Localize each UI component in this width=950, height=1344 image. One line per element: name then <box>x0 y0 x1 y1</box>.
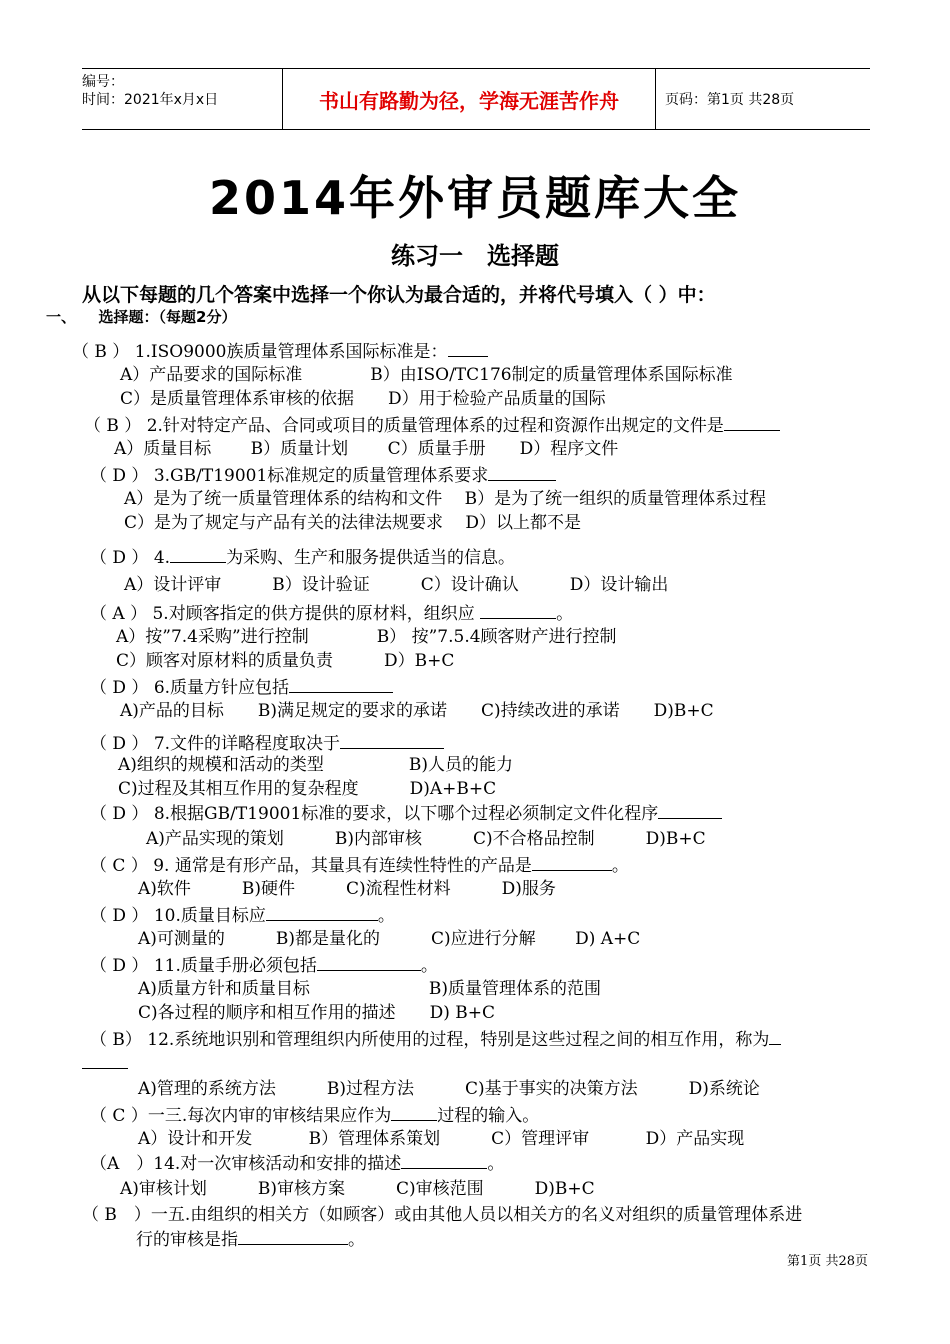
question-line <box>72 340 488 363</box>
question-line <box>138 978 601 1000</box>
answer-blank <box>82 1052 128 1069</box>
answer-blank <box>266 904 378 921</box>
question-text: C）顾客对原材料的质量负责 D）B+C <box>116 651 455 671</box>
question-line <box>124 574 668 596</box>
question-line <box>90 732 444 755</box>
answer-blank <box>401 1152 487 1169</box>
question-text: C）是质量管理体系审核的依据 D）用于检验产品质量的国际 <box>120 389 606 409</box>
question-text: A）是为了统一质量管理体系的结构和文件 B）是为了统一组织的质量管理体系过程 <box>124 489 767 509</box>
answer-blank <box>391 1104 437 1121</box>
question-text: （ B ） 2.针对特定产品、合同或项目的质量管理体系的过程和资源作出规定的文件是 <box>84 416 724 436</box>
header-motto: 书山有路勤为径，学海无涯苦作舟 <box>282 69 656 129</box>
answer-blank <box>317 954 421 971</box>
answer-blank <box>658 802 722 819</box>
question-text: （ D ） 8.根据GB/T19001标准的要求，以下哪个过程必须制定文件化程序 <box>90 804 659 824</box>
question-line <box>138 928 640 950</box>
question-text: （ D ） 6.质量方针应包括 <box>90 678 290 698</box>
question-text: A)可测量的 B)都是量化的 C)应进行分解 D) A+C <box>138 929 641 949</box>
question-text: A)质量方针和质量目标 B)质量管理体系的范围 <box>138 979 602 999</box>
question-text-tail: 。 <box>348 1230 365 1250</box>
question-text-tail: 为采购、生产和服务提供适当的信息。 <box>226 548 516 568</box>
question-text: C）是为了规定与产品有关的法律法规要求 D）以上都不是 <box>124 513 582 533</box>
document-subtitle: 练习一 选择题 <box>391 242 559 270</box>
question-line <box>138 1078 760 1100</box>
question-text: （ C ） 9. 通常是有形产品，其量具有连续性特性的产品是 <box>90 856 532 876</box>
question-line <box>82 1052 128 1075</box>
question-line <box>120 700 714 722</box>
question-text: A）设计评审 B）设计验证 C）设计确认 D）设计输出 <box>124 575 669 595</box>
question-line <box>138 1002 495 1024</box>
question-line <box>136 1228 365 1251</box>
question-text: （ C ）一三.每次内审的审核结果应作为 <box>90 1106 392 1126</box>
header-table <box>82 68 870 130</box>
page-footer: 第1页 共28页 <box>787 1254 868 1269</box>
answer-blank <box>448 340 488 357</box>
answer-blank <box>769 1028 781 1045</box>
question-line <box>120 1178 595 1200</box>
header-meta <box>82 69 282 133</box>
question-line <box>114 438 618 460</box>
question-text: （ D ） 3.GB/T19001标准规定的质量管理体系要求 <box>90 466 489 486</box>
instruction-text: 从以下每题的几个答案中选择一个你认为最合适的，并将代号填入（ ）中： <box>82 284 716 306</box>
question-line <box>90 676 393 699</box>
question-text: （ D ） 11.质量手册必须包括 <box>90 956 317 976</box>
question-text-tail: 。 <box>556 604 574 624</box>
answer-blank <box>340 732 444 749</box>
question-line <box>116 626 617 648</box>
question-text: A)审核计划 B)审核方案 C)审核范围 D)B+C <box>120 1179 595 1199</box>
question-line <box>146 828 706 850</box>
answer-blank <box>488 464 556 481</box>
question-text: （ A ） 5.对顾客指定的供方提供的原材料，组织应 <box>90 604 481 624</box>
question-text: A）按”7.4采购”进行控制 B） 按”7.5.4顾客财产进行控制 <box>116 627 617 647</box>
question-text: A)组织的规模和活动的类型 B)人员的能力 <box>118 755 514 775</box>
question-line <box>90 954 438 977</box>
question-text: （ D ） 7.文件的详略程度取决于 <box>90 734 341 754</box>
time-label: 时间：2021年x月x日 <box>82 92 219 108</box>
question-line <box>124 488 766 510</box>
question-text: C)过程及其相互作用的复杂程度 D)A+B+C <box>118 779 497 799</box>
question-text-tail: 过程的输入。 <box>437 1106 540 1126</box>
answer-blank <box>532 854 612 871</box>
answer-blank <box>238 1228 348 1245</box>
question-line <box>118 778 496 800</box>
number-label: 编号： <box>82 74 124 90</box>
question-text: A）质量目标 B）质量计划 C）质量手册 D）程序文件 <box>114 439 619 459</box>
question-text: （A ）14.对一次审核活动和安排的描述 <box>90 1154 402 1174</box>
question-line <box>138 878 556 900</box>
question-line <box>120 388 606 410</box>
question-line <box>138 1128 744 1150</box>
question-text: A)管理的系统方法 B)过程方法 C)基于事实的决策方法 D)系统论 <box>138 1079 760 1099</box>
answer-blank <box>170 546 226 563</box>
section-label: 一、 选择题：（每题2分） <box>46 308 237 326</box>
question-line <box>120 364 733 386</box>
question-text: A)产品实现的策划 B)内部审核 C)不合格品控制 D)B+C <box>146 829 706 849</box>
question-text: （ D ） 10.质量目标应 <box>90 906 266 926</box>
header-page-info: 页码：第1页 共28页 <box>665 92 795 108</box>
question-text-tail: 。 <box>420 956 438 976</box>
question-text: 行的审核是指 <box>136 1230 238 1250</box>
question-line <box>90 464 556 487</box>
question-line <box>118 754 513 776</box>
question-text: （ B ）一五.由组织的相关方（如顾客）或由其他人员以相关方的名义对组织的质量管理体系进 <box>82 1205 803 1225</box>
document-title: 2014年外审员题库大全 <box>208 171 742 225</box>
question-line <box>90 1152 504 1175</box>
question-text-tail: 。 <box>487 1154 505 1174</box>
answer-blank <box>289 676 393 693</box>
question-line <box>90 1104 539 1127</box>
question-line <box>90 602 573 625</box>
question-text: C)各过程的顺序和相互作用的描述 D) B+C <box>138 1003 496 1023</box>
question-line <box>90 904 395 927</box>
question-text: A）设计和开发 B）管理体系策划 C）管理评审 D）产品实现 <box>138 1129 745 1149</box>
question-text: A)产品的目标 B)满足规定的要求的承诺 C)持续改进的承诺 D)B+C <box>120 701 714 721</box>
question-text-tail: 。 <box>611 856 629 876</box>
question-text: （ B ） 1.ISO9000族质量管理体系国际标准是： <box>72 342 448 362</box>
question-text: （ D ） 4. <box>90 548 171 568</box>
question-text: A）产品要求的国际标准 B）由ISO/TC176制定的质量管理体系国际标准 <box>120 365 733 385</box>
question-text-tail: 。 <box>377 906 395 926</box>
question-text: （ B） 12.系统地识别和管理组织内所使用的过程，特别是这些过程之间的相互作用，称为 <box>90 1030 770 1050</box>
question-line <box>124 512 581 534</box>
answer-blank <box>480 602 556 619</box>
answer-blank <box>724 414 780 431</box>
question-line <box>84 414 780 437</box>
question-line <box>116 650 454 672</box>
question-text: A)软件 B)硬件 C)流程性材料 D)服务 <box>138 879 556 899</box>
question-line <box>90 1028 781 1051</box>
question-line <box>90 546 515 569</box>
question-line <box>90 854 629 877</box>
question-line <box>90 802 722 825</box>
question-line <box>82 1204 802 1226</box>
